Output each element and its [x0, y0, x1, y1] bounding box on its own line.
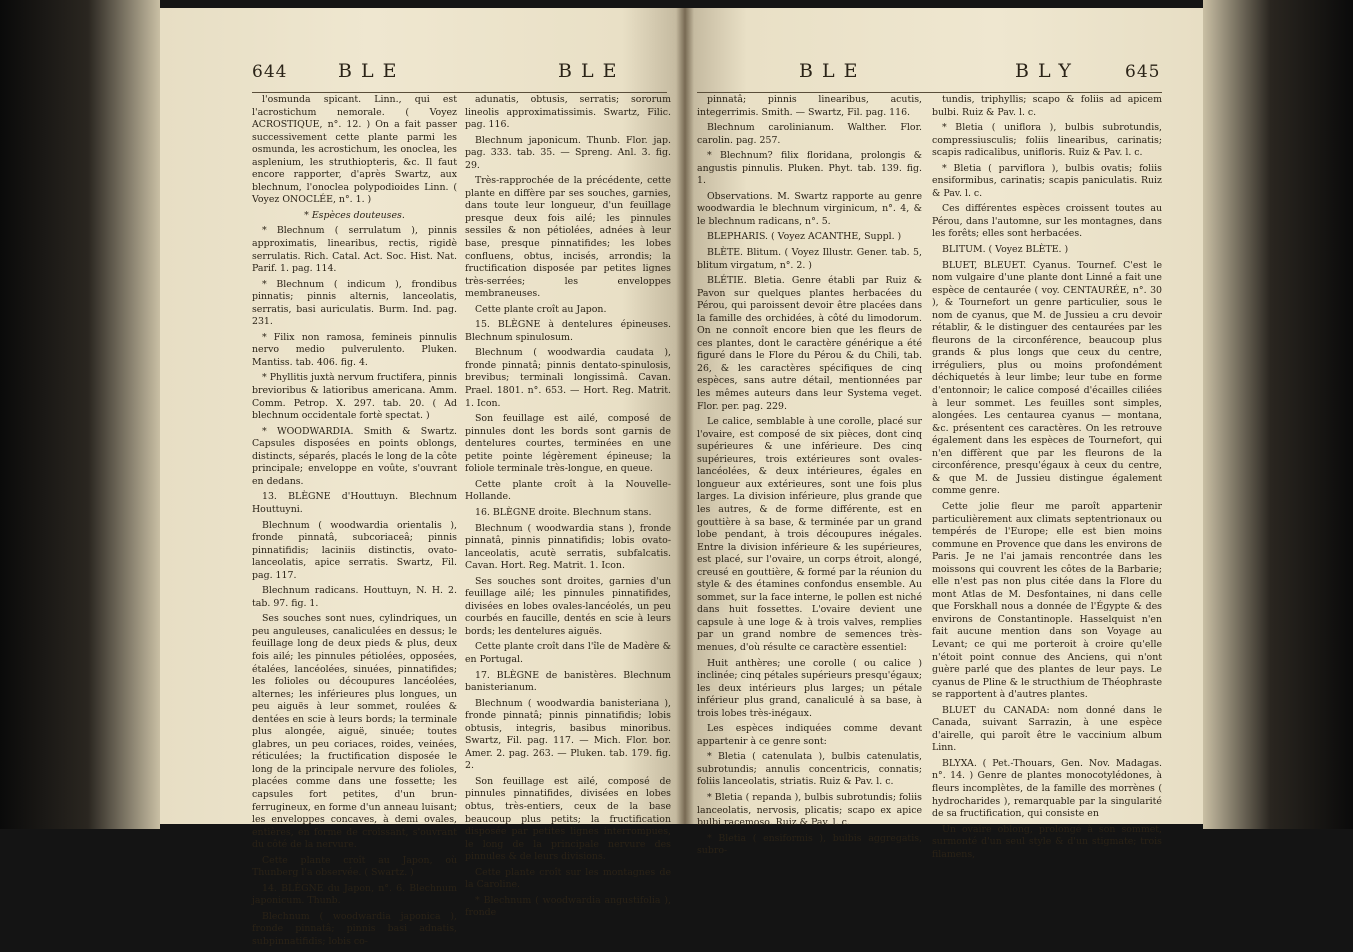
paragraph: * Bletia ( uniflora ), bulbis subrotundis, compressiusculis; foliis linearibus, carinatis; scapis radicalibus, unifloris. Ruiz & Pav. l. c. — [932, 122, 1162, 159]
paragraph: 16. BLÈGNE droite. Blechnum stans. — [475, 506, 652, 518]
paragraph: BLUET, BLEUET. Cyanus. Tournef. C'est le nom vulgaire d'une plante dont Linné a fait une espèce de centaurée ( voy. CENTAURÉE, n°. 30 ), & Tournefort un genre particulier, sous le nom de cyanus, que M. de Jussieu a cru devoir rétablir, & le distinguer des centaurées par les fleurons de la circonférence, beaucoup plus grands & plus longs que ceux du centre, irréguliers, plus ou moins profondément déchiquetés à leur limbe; leur tube en forme d'entonnoir; le calice composé d'écailles ciliées à leur sommet. Les feuilles sont simples, alongées. Les centaurea cyanus — montana, &c. présentent ces caractères. On les retrouve également dans les espèces de Tournefort, qui n'en diffèrent que par les fleurons de la circonférence, presqu'égaux à ceux du centre, & que M. de Jussieu distingue également comme genre. — [932, 259, 1162, 497]
right-page — [685, 8, 1203, 860]
paragraph: Ces différentes espèces croissent toutes au Pérou, dans l'automne, sur les montagnes, dans les forêts; elles sont herbacées. — [932, 203, 1162, 240]
left-page-column-2 — [465, 94, 671, 923]
left-page-number: 644 — [252, 62, 288, 82]
paragraph: Blechnum ( woodwardia banisteriana ), fronde pinnatâ; pinnis pinnatifidis; lobis obtusis, integris, basibus minoribus. Swartz, Fil. pag. 117. — Mich. Flor. bor. Amer. 2. pag. 263. — Pluken. tab. 179. fig. 2. — [465, 697, 671, 772]
paragraph: Ses souches sont droites, garnies d'un feuillage ailé; les pinnules pinnatifides, divisées en lobes ovales-lancéolés, un peu courbés en faucille, dentés en scie à leurs bords; les dentelures aiguës. — [465, 575, 671, 637]
paragraph: Cette plante croît dans l'île de Madère & en Portugal. — [465, 641, 671, 665]
paragraph: BLÉTIE. Bletia. Genre établi par Ruiz & Pavon sur quelques plantes herbacées du Pérou, qui paroissent devoir être placées dans la famille des orchidées, à côté du limodorum. On ne connoît encore bien que les fleurs de ces plantes, dont le caractère générique a été figuré dans le Flore du Pérou & du Chili, tab. 26, & les caractères spécifiques de cinq espèces, sans autre détail, mentionnées par les mêmes auteurs dans leur Systema veget. Flor. per. pag. 229. — [697, 275, 922, 412]
book-edge-right — [1203, 0, 1353, 829]
left-header-right: BLE — [558, 60, 626, 82]
right-page-column-1 — [697, 94, 922, 861]
paragraph: Cette plante croît à la Nouvelle-Hollande. — [465, 478, 671, 503]
paragraph: pinnatâ; pinnis linearibus, acutis, integerrimis. Smith. — Swartz, Fil. pag. 116. — [697, 94, 922, 118]
paragraph: Cette plante croît au Japon, où Thunberg l'a observée. ( Swartz. ) — [252, 854, 457, 879]
paragraph: BLEPHARIS. ( Voyez ACANTHE, Suppl. ) — [707, 231, 902, 243]
paragraph: l'osmunda spicant. Linn., qui est l'acrostichum nemorale. ( Voyez ACROSTIQUE, n°. 12. ) On a fait passer successivement cette plante parmi les osmunda, les acrostichum, les onoclea, les asplenium, les struthiopteris, &c. Il faut encore rapporter, d'après Swartz, aux blechnum, l'onoclea polypodioides Linn. ( Voyez ONOCLÉE, n°. 1. ) — [252, 94, 457, 206]
paragraph: * Blechnum ( serrulatum ), pinnis approximatis, linearibus, rectis, rigidè serrulatis. Rich. Catal. Act. Soc. Hist. Nat. Parif. 1. pag. 114. — [252, 225, 457, 275]
right-page-column-2 — [932, 94, 1162, 864]
left-header-left: BLE — [338, 60, 406, 82]
paragraph: Son feuillage est ailé, composé de pinnules dont les bords sont garnis de dentelures courtes, terminées en une petite pointe légèrement épineuse; la foliole terminale très-longue, en queue. — [465, 413, 671, 475]
paragraph: Blechnum ( woodwardia stans ), fronde pinnatâ, pinnis pinnatifidis; lobis ovato-lanceolatis, acutè serratis, subfalcatis. Cavan. Hort. Reg. Matrit. 1. Icon. — [465, 522, 671, 572]
paragraph: Huit anthères; une corolle ( ou calice ) inclinée; cinq pétales supérieurs presqu'égaux; les deux intérieurs plus larges; un pétale inférieur plus grand, canaliculé à sa base, à trois lobes très-inégaux. — [697, 657, 922, 719]
paragraph: * Phyllitis juxtà nervum fructifera, pinnis brevioribus & latioribus americana. Amm. Comm. Petrop. X. 297. tab. 20. ( Ad blechnum occidentale fortè spectat. ) — [252, 372, 457, 422]
paragraph: Observations. M. Swartz rapporte au genre woodwardia le blechnum virginicum, n°. 4, & le blechnum radicans, n°. 5. — [697, 190, 922, 227]
paragraph: Blechnum ( woodwardia caudata ), fronde pinnatâ; pinnis dentato-spinulosis, brevibus; terminali longissimâ. Cavan. Prael. 1801. n°. 653. — Hort. Reg. Matrit. 1. Icon. — [465, 347, 671, 409]
paragraph: Le calice, semblable à une corolle, placé sur l'ovaire, est composé de six pièces, dont cinq supérieures & une inférieure. Des cinq supérieures, trois extérieures sont ovales-lancéolées, & deux intérieures, égales en longueur aux extérieures, sont une fois plus larges. La division inférieure, plus grande que les autres, & de forme différente, est en gouttière à sa base, & terminée par un grand lobe pendant, à trois découpures inégales. Entre la division inférieure & les supérieures, est placé, sur l'ovaire, un corps étroit, alongé, creusé en gouttière, & formé par la réunion du style & des étamines confondus ensemble. Au sommet, sur la face interne, le pollen est niché dans huit fossettes. L'ovaire devient une capsule à une loge & à trois valves, remplies par un grand nombre de semences très-menues, d'où résulte ce caractère essentiel: — [697, 416, 922, 653]
paragraph: Cette plante croît au Japon. — [475, 303, 607, 315]
paragraph: tundis, triphyllis; scapo & foliis ad apicem bulbi. Ruiz & Pav. l. c. — [932, 94, 1162, 118]
paragraph: Un ovaire oblong, prolongé à son sommet, surmonté d'un seul style & d'un stigmate; trois filamens, — [932, 823, 1162, 860]
paragraph: 15. BLÈGNE à dentelures épineuses. Blechnum spinulosum. — [465, 319, 671, 343]
paragraph: * Filix non ramosa, femineis pinnulis nervo medio pulverulento. Pluken. Mantiss. tab. 406. fig. 4. — [252, 331, 457, 368]
paragraph: * Bletia ( ensiformis ), bulbis aggregatis, subro- — [697, 832, 922, 857]
paragraph: adunatis, obtusis, serratis; sororum lineolis approximatissimis. Swartz, Filic. pag. 116. — [465, 94, 671, 131]
paragraph: Cette plante croît sur les montagnes de la Caroline. — [465, 866, 671, 891]
paragraph: BLITUM. ( Voyez BLÈTE. ) — [942, 244, 1069, 256]
paragraph: Blechnum japonicum. Thunb. Flor. jap. pag. 333. tab. 35. — Spreng. Anl. 3. fig. 29. — [465, 134, 671, 171]
book-gutter — [676, 8, 694, 824]
paragraph: 17. BLÈGNE de banistères. Blechnum banisterianum. — [465, 669, 671, 694]
paragraph: * Blechnum ( indicum ), frondibus pinnatis; pinnis alternis, lanceolatis, serratis, basi auriculatis. Burm. Ind. pag. 231. — [252, 278, 457, 328]
paragraph: * WOODWARDIA. Smith & Swartz. Capsules disposées en points oblongs, distincts, séparés, placés le long de la côte principale; enveloppe en voûte, s'ouvrant en dedans. — [252, 425, 457, 487]
right-header-left: BLE — [799, 60, 867, 82]
paragraph: Blechnum radicans. Houttuyn, N. H. 2. tab. 97. fig. 1. — [252, 585, 457, 609]
paragraph: Ses souches sont nues, cylindriques, un peu anguleuses, canaliculées en dessus; le feuillage long de deux pieds & plus, deux fois ailé; les pinnules pétiolées, opposées, étalées, lancéolées, sinuées, pinnatifides; les folioles ou découpures lancéolées, alternes; les inférieures plus longues, un peu aiguës à leur sommet, roulées & dentées en scie à leurs bords; la terminale plus alongée, aiguë, sinuée; toutes glabres, un peu coriaces, roides, veinées, réticulées; la fructification disposée le long de la principale nervure des folioles, placées comme dans une fossette; les capsules fort petites, d'un brun-ferrugineux, en forme d'un anneau luisant; les enveloppes concaves, à demi ovales, entières, en forme de croissant, s'ouvrant du côté de la nervure. — [252, 613, 457, 851]
paragraph: * Bletia ( parviflora ), bulbis ovatis; foliis ensiformibus, carinatis; scapis paniculatis. Ruiz & Pav. l. c. — [932, 162, 1162, 199]
book-edge-left — [0, 0, 160, 829]
paragraph: Les espèces indiquées comme devant appartenir à ce genre sont: — [697, 723, 922, 747]
paragraph: BLYXA. ( Pet.-Thouars, Gen. Nov. Madagas. n°. 14. ) Genre de plantes monocotylédones, à fleurs incomplètes, de la famille des morrènes ( hydrocharides ), remarquable par la singularité de sa fructification, qui consiste en — [932, 757, 1162, 820]
paragraph: * Bletia ( catenulata ), bulbis catenulatis, subrotundis; annulis concentricis, connatis; foliis lanceolatis, striatis. Ruiz & Pav. l. c. — [697, 751, 922, 788]
paragraph: * Blechnum ( woodwardia angustifolia ), fronde — [465, 894, 671, 919]
paragraph: Blechnum ( woodwardia japonica ), fronde pinnatâ; pinnis basi adnatis, subpinnatifidis; lobis co- — [252, 910, 457, 947]
right-header-rule — [697, 92, 1162, 93]
paragraph: Très-rapprochée de la précédente, cette plante en diffère par ses souches, garnies, dans toute leur longueur, d'un feuillage presque deux fois ailé; les pinnules sessiles & non pétiolées, adnées à leur base, presque pinnatifides; les lobes confluens, obtus, incisés, arrondis; la fructification disposée par petites lignes très-serrées; les enveloppes membraneuses. — [465, 175, 671, 300]
paragraph: Blechnum carolinianum. Walther. Flor. carolin. pag. 257. — [697, 122, 922, 146]
paragraph: BLÈTE. Blitum. ( Voyez Illustr. Gener. tab. 5, blitum virgatum, n°. 2. ) — [697, 247, 922, 271]
left-header-rule — [252, 92, 667, 93]
left-page-column-1 — [252, 94, 457, 952]
paragraph: Blechnum ( woodwardia orientalis ), fronde pinnatâ, subcoriaceâ; pinnis pinnatifidis; laciniis distinctis, ovato-lanceolatis, apice serratis. Swartz, Fil. pag. 117. — [252, 519, 457, 581]
paragraph: 14. BLÈGNE du Japon, n°. 6. Blechnum japonicum. Thunb. — [252, 882, 457, 907]
right-page-number: 645 — [1125, 62, 1161, 82]
paragraph: * Espèces douteuses. — [304, 209, 405, 221]
paragraph: Cette jolie fleur me paroît appartenir particulièrement aux climats septentrionaux ou tempérés de l'Europe; elle est bien moins commune en Provence que dans les environs de Paris. Je ne l'ai jamais rencontrée dans les moissons qui couvrent les côtes de la Barbarie; elle n'est pas non plus citée dans la Flore du mont Atlas de M. Desfontaines, ni dans celle que Forskhall nous a donnée de l'Égypte & des environs de Constantinople. Hasselquist n'en fait aucune mention dans son Voyage au Levant; ce qui me porteroit à croire qu'elle n'étoit point connue des Anciens, qui n'ont guère parlé que des plantes de leur pays. Le cyanus de Pline & le structhium de Théophraste se rapportent à d'autres plantes. — [932, 500, 1162, 701]
paragraph: * Bletia ( repanda ), bulbis subrotundis; foliis lanceolatis, nervosis, plicatis; scapo ex apice bulbi racemoso. Ruiz & Pav. l. c. — [697, 791, 922, 829]
left-page — [160, 8, 685, 947]
right-header-right: BLY — [1015, 60, 1080, 82]
paragraph: BLUET du CANADA: nom donné dans le Canada, suivant Sarrazin, à une espèce d'airelle, qui paroît être le vaccinium album Linn. — [932, 704, 1162, 754]
paragraph: Son feuillage est ailé, composé de pinnules pinnatifides, divisées en lobes obtus, très-entiers, ceux de la base beaucoup plus petits; la fructification disposée par petites lignes interrompues, le long de la principale nervure des pinnules & de leurs divisions. — [465, 775, 671, 863]
paragraph: * Blechnum? filix floridana, prolongis & angustis pinnulis. Pluken. Phyt. tab. 139. fig. 1. — [697, 150, 922, 187]
paragraph: 13. BLÈGNE d'Houttuyn. Blechnum Houttuyni. — [252, 491, 457, 515]
